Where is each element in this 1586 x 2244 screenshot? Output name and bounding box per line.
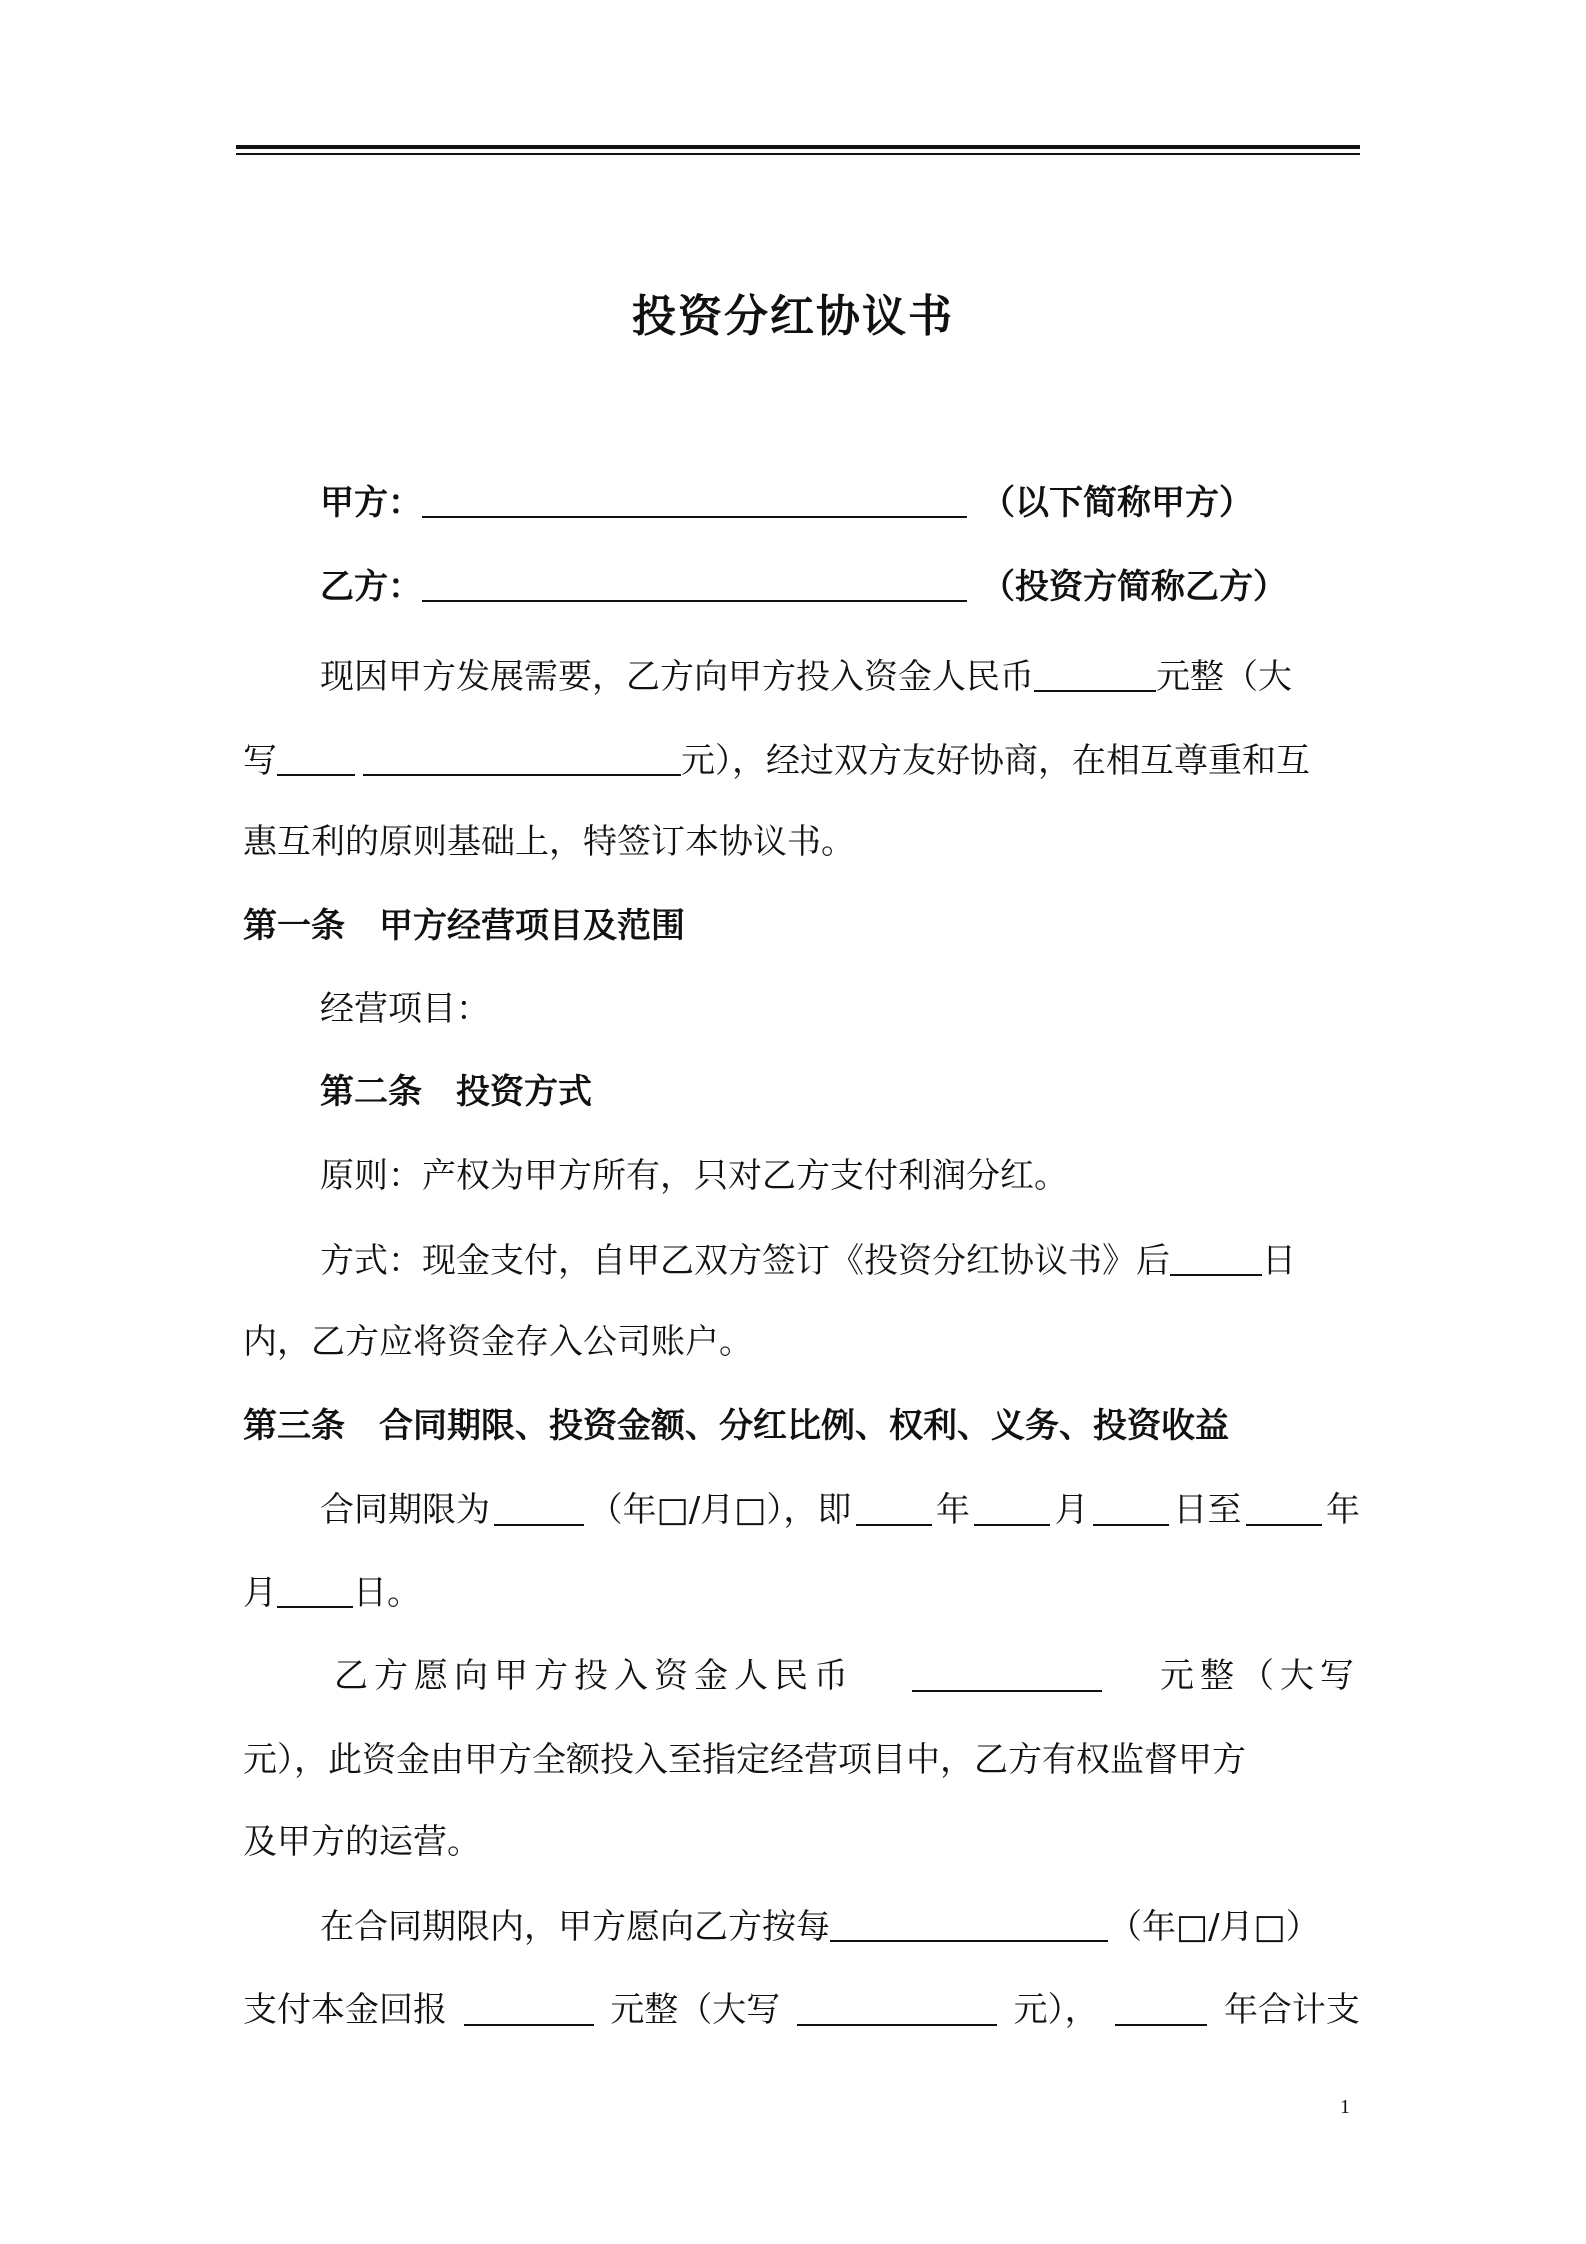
party-a-suffix: （以下简称甲方） [981,483,1253,523]
contract-term-cont [243,1568,421,1617]
term-text-d: 月 [1054,1490,1089,1530]
article-1-heading: 第一条 甲方经营项目及范围 [243,906,685,946]
payout-text-f: 年合计支 [1223,1990,1360,2030]
amount-words-blank-1[interactable] [277,736,355,776]
intro-line-2 [243,736,1310,785]
start-day-blank[interactable] [1093,1486,1169,1526]
payout-text-e: 元）， [1013,1990,1099,2030]
payout-text-d: 元整（大写 [610,1990,781,2030]
term-text-e: 日至 [1173,1490,1242,1530]
term-text-c: 年 [936,1490,971,1530]
end-day-blank[interactable] [277,1568,353,1608]
payout-text-b: （年□/月□） [1108,1907,1320,1947]
intro-text-2a: 写 [243,741,277,781]
amount-words-blank-2[interactable] [363,736,681,776]
investment-amount-blank[interactable] [912,1652,1102,1692]
document-title: 投资分红协议书 [632,291,954,342]
invest-text-b: 元整（大写 [1160,1656,1360,1696]
term-text-f: 年 [1325,1490,1360,1530]
term-text-g: 月 [243,1573,277,1613]
intro-line-1 [320,652,1292,701]
term-text-a: 合同期限为 [320,1490,490,1530]
intro-text-2b: 元），经过双方友好协商，在相互尊重和互 [681,741,1310,781]
payout-words-blank[interactable] [797,1986,997,2026]
party-b-blank[interactable] [422,562,967,602]
investment-principle: 原则：产权为甲方所有，只对乙方支付利润分红。 [320,1156,1068,1196]
party-b-suffix: （投资方简称乙方） [981,567,1287,607]
payout-text-a: 在合同期限内，甲方愿向乙方按每 [320,1907,830,1947]
payment-method-cont: 内，乙方应将资金存入公司账户。 [243,1322,753,1362]
deposit-days-blank[interactable] [1170,1236,1262,1276]
investment-line [334,1652,1360,1700]
intro-text-1a: 现因甲方发展需要，乙方向甲方投入资金人民币 [320,657,1034,697]
start-year-blank[interactable] [856,1486,932,1526]
party-b-label: 乙方： [320,567,422,607]
header-rule-thin [236,153,1360,155]
payment-method-text: 方式：现金支付，自甲乙双方签订《投资分红协议书》后 [320,1241,1170,1281]
term-length-blank[interactable] [494,1486,584,1526]
investment-line-2: 元），此资金由甲方全额投入至指定经营项目中，乙方有权监督甲方 [243,1740,1246,1780]
payout-period-blank[interactable] [830,1902,1108,1942]
payout-amount-blank[interactable] [464,1986,594,2026]
party-a-blank[interactable] [422,478,967,518]
intro-text-1b: 元整（大 [1156,657,1292,697]
amount-blank[interactable] [1034,652,1156,692]
business-item-label: 经营项目： [320,989,490,1029]
party-b-line [320,562,1287,611]
contract-term-line [320,1486,1360,1534]
payout-line [320,1902,1320,1951]
article-3-heading: 第三条 合同期限、投资金额、分红比例、权利、义务、投资收益 [243,1406,1229,1446]
header-rule-thick [236,145,1360,149]
payment-method-day: 日 [1262,1241,1296,1281]
term-text-b: （年□/月□），即 [588,1490,852,1530]
end-year-blank[interactable] [1246,1486,1322,1526]
party-a-label: 甲方： [320,483,422,523]
payout-line-2 [243,1986,1360,2034]
payout-text-c: 支付本金回报 [243,1990,447,2030]
investment-line-3: 及甲方的运营。 [243,1822,481,1862]
payment-method-line [320,1236,1296,1285]
term-text-h: 日。 [353,1573,421,1613]
party-a-line [320,478,1253,527]
page-number: 1 [1340,2096,1350,2118]
start-month-blank[interactable] [974,1486,1050,1526]
article-2-heading: 第二条 投资方式 [320,1072,592,1112]
intro-line-3: 惠互利的原则基础上，特签订本协议书。 [243,822,855,862]
payout-years-blank[interactable] [1115,1986,1207,2026]
invest-text-a: 乙方愿向甲方投入资金人民币 [334,1656,854,1696]
